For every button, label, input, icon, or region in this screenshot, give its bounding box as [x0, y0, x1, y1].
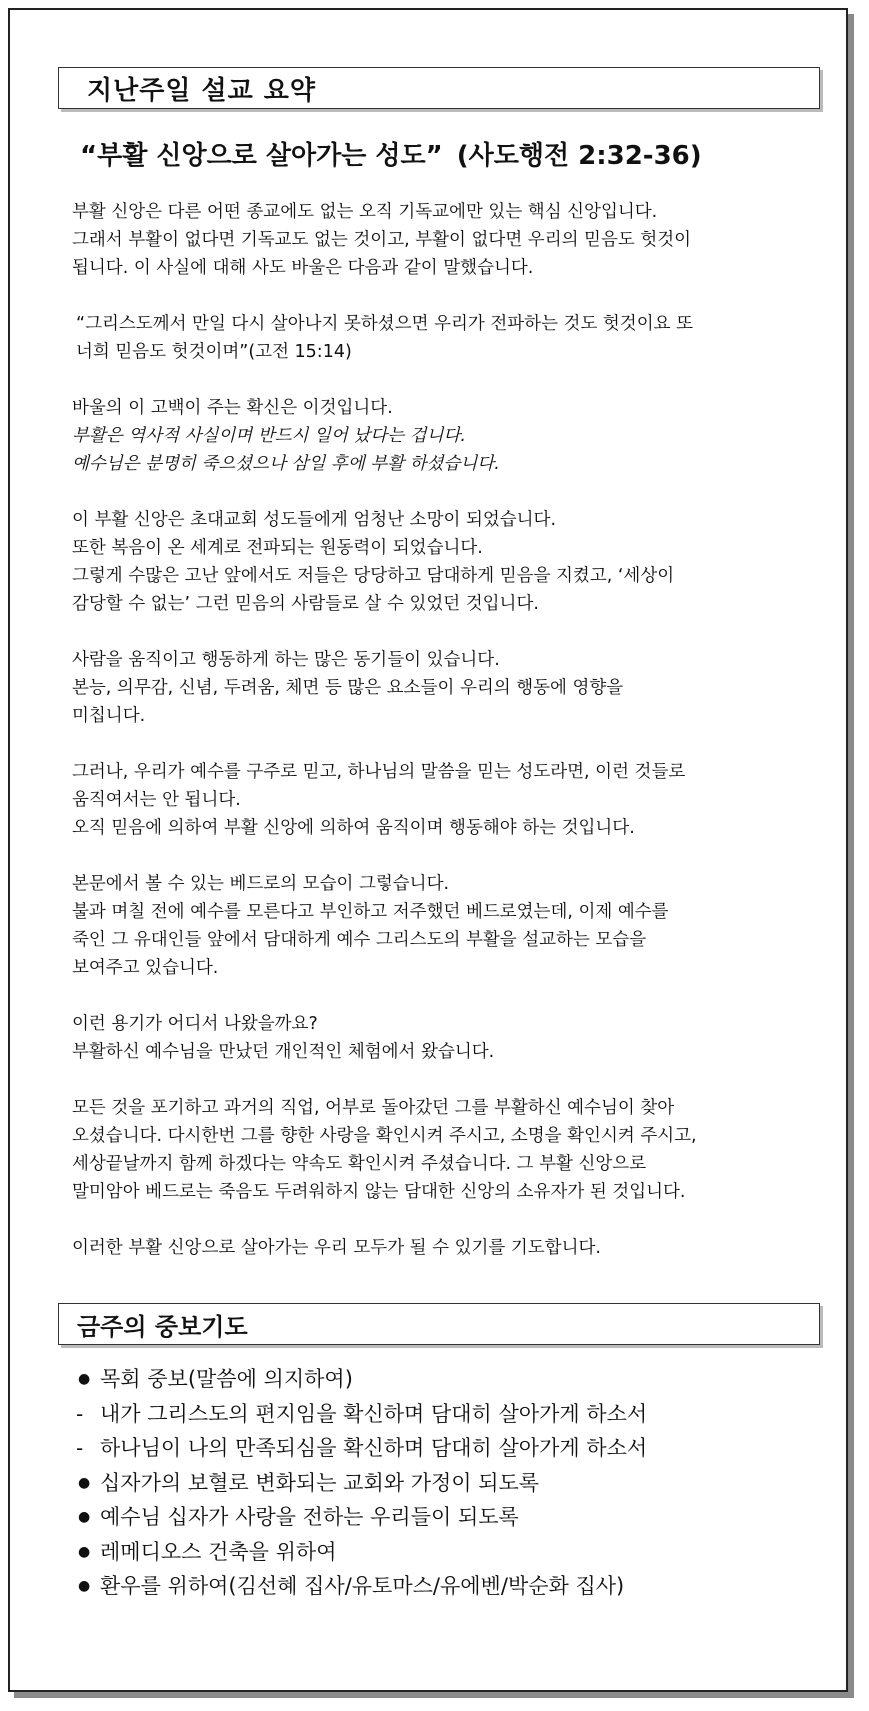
dash-marker: - — [76, 1436, 84, 1460]
prayer-item-text: 목회 중보(말씀에 의지하여) — [100, 1367, 353, 1391]
prayer-item-text: 내가 그리스도의 편지임을 확신하며 담대히 살아가게 하소서 — [100, 1401, 648, 1426]
paragraph — [72, 758, 812, 842]
text-line: 너희 믿음도 헛것이며”(고전 15:14) — [76, 342, 352, 362]
bullet-icon: ● — [78, 1578, 91, 1594]
bullet-icon: ● — [78, 1474, 91, 1491]
paragraph — [72, 646, 812, 730]
bullet-icon: ● — [78, 1509, 91, 1525]
scripture-quote — [72, 310, 812, 366]
text-line: 말미암아 베드로는 죽음도 두려워하지 않는 담대한 신앙의 소유자가 된 것입니다. — [72, 1182, 686, 1202]
prayer-subitem — [76, 1397, 816, 1432]
scripture-reference: (사도행전 2:32-36) — [456, 141, 702, 171]
bullet-icon: ● — [78, 1543, 91, 1560]
text-line: 부활하신 예수님을 만났던 개인적인 체험에서 왔습니다. — [72, 1042, 495, 1062]
text-line: 그래서 부활이 없다면 기독교도 없는 것이고, 부활이 없다면 우리의 믿음도 헛것이 — [72, 230, 692, 250]
paragraph — [72, 1010, 812, 1066]
italic-text-line: 부활은 역사적 사실이며 반드시 일어 났다는 겁니다. — [72, 426, 466, 446]
paragraph — [72, 506, 812, 618]
prayer-item-text: 하나님이 나의 만족되심을 확신하며 담대히 살아가게 하소서 — [100, 1436, 648, 1460]
text-line: 보여주고 있습니다. — [72, 958, 219, 978]
text-line: “그리스도께서 만일 다시 살아나지 못하셨으면 우리가 전파하는 것도 헛것이요 또 — [76, 314, 693, 334]
section-title: 지난주일 설교 요약 — [87, 75, 317, 106]
text-line: 이 부활 신앙은 초대교회 성도들에게 엄청난 소망이 되었습니다. — [72, 510, 557, 530]
dash-marker: - — [76, 1401, 84, 1426]
prayer-item-text: 예수님 십자가 사랑을 전하는 우리들이 되도록 — [100, 1505, 519, 1529]
text-line: 또한 복음이 온 세계로 전파되는 원동력이 되었습니다. — [72, 538, 483, 558]
bulletin-page — [8, 8, 848, 1692]
text-line: 부활 신앙은 다른 어떤 종교에도 없는 오직 기독교에만 있는 핵심 신앙입니다. — [72, 202, 658, 222]
text-line: 죽인 그 유대인들 앞에서 담대하게 예수 그리스도의 부활을 설교하는 모습을 — [72, 930, 647, 950]
text-line: 불과 며칠 전에 예수를 모른다고 부인하고 저주했던 베드로였는데, 이제 예수를 — [72, 902, 669, 922]
sermon-title: “부활 신앙으로 살아가는 성도” — [80, 141, 443, 171]
text-line: 감당할 수 없는’ 그런 믿음의 사람들로 살 수 있었던 것입니다. — [72, 594, 539, 614]
prayer-list — [76, 1362, 816, 1604]
italic-text-line: 예수님은 분명히 죽으셨으나 삼일 후에 부활 하셨습니다. — [72, 454, 500, 474]
text-line: 본문에서 볼 수 있는 베드로의 모습이 그렇습니다. — [72, 874, 450, 894]
paragraph — [72, 198, 812, 282]
prayer-item-text: 환우를 위하여(김선혜 집사/유토마스/유에벤/박순화 집사) — [100, 1574, 625, 1598]
text-line: 바울의 이 고백이 주는 확신은 이것입니다. — [72, 398, 393, 418]
section-title: 금주의 중보기도 — [77, 1312, 248, 1341]
sermon-summary-body — [72, 198, 812, 1262]
prayer-item-text: 십자가의 보혈로 변화되는 교회와 가정이 되도록 — [100, 1470, 540, 1495]
text-line: 이런 용기가 어디서 나왔을까요? — [72, 1014, 318, 1034]
text-line: 됩니다. 이 사실에 대해 사도 바울은 다음과 같이 말했습니다. — [72, 258, 534, 278]
prayer-item — [76, 1466, 816, 1501]
bullet-icon: ● — [78, 1371, 91, 1387]
paragraph — [72, 1094, 812, 1206]
section-header-intercessory-prayer — [58, 1303, 820, 1345]
text-line: 이러한 부활 신앙으로 살아가는 우리 모두가 될 수 있기를 기도합니다. — [72, 1238, 601, 1258]
text-line: 그러나, 우리가 예수를 구주로 믿고, 하나님의 말씀을 믿는 성도라면, 이런 것들로 — [72, 762, 686, 782]
text-line: 미칩니다. — [72, 706, 146, 726]
text-line: 세상끝날까지 함께 하겠다는 약속도 확인시켜 주셨습니다. 그 부활 신앙으로 — [72, 1154, 647, 1174]
prayer-item — [76, 1500, 816, 1535]
section-header-sermon-summary — [58, 67, 820, 109]
prayer-item-text: 레메디오스 건축을 위하여 — [100, 1539, 337, 1564]
text-line: 모든 것을 포기하고 과거의 직업, 어부로 돌아갔던 그를 부활하신 예수님이 찾아 — [72, 1098, 675, 1118]
prayer-item — [76, 1362, 816, 1397]
paragraph — [72, 394, 812, 478]
text-line: 오셨습니다. 다시한번 그를 향한 사랑을 확인시켜 주시고, 소명을 확인시켜 주시고, — [72, 1126, 697, 1146]
text-line: 그렇게 수많은 고난 앞에서도 저들은 당당하고 담대하게 믿음을 지켰고, ‘세상이 — [72, 566, 675, 586]
text-line: 오직 믿음에 의하여 부활 신앙에 의하여 움직이며 행동해야 하는 것입니다. — [72, 818, 635, 838]
prayer-item — [76, 1569, 816, 1604]
sermon-heading — [80, 135, 702, 172]
text-line: 움직여서는 안 됩니다. — [72, 790, 241, 810]
prayer-item — [76, 1535, 816, 1570]
prayer-subitem — [76, 1431, 816, 1466]
text-line: 본능, 의무감, 신념, 두려움, 체면 등 많은 요소들이 우리의 행동에 영향을 — [72, 678, 624, 698]
text-line: 사람을 움직이고 행동하게 하는 많은 동기들이 있습니다. — [72, 650, 500, 670]
paragraph — [72, 870, 812, 982]
closing-paragraph — [72, 1234, 812, 1262]
